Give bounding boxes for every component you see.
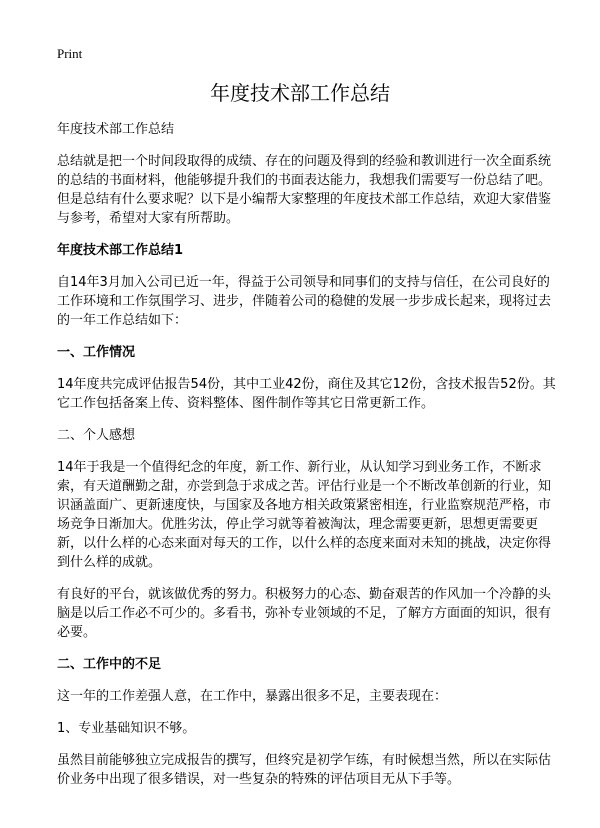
print-link[interactable]: Print xyxy=(57,46,83,61)
paragraph-shortcomings-intro: 这一年的工作差强人意，在工作中，暴露出很多不足，主要表现在： xyxy=(57,689,448,704)
paragraph-join-company: 自14年3月加入公司已近一年，得益于公司领导和同事们的支持与信任，在公司良好的工作环境和工作氛围学习、进步，伴随着公司的稳健的发展一步步成长起来，现将过去的一年工作总结如下： xyxy=(57,275,552,328)
paragraph-platform: 有良好的平台，就该做优秀的努力。积极努力的心态、勤奋艰苦的作风加一个冷静的头脑是以后工作必不可少的。多看书，弥补专业领域的不足，了解方方面面的知识，很有必要。 xyxy=(57,587,552,640)
list-item-knowledge: 1、专业基础知识不够。 xyxy=(57,721,196,736)
paragraph-knowledge-detail: 虽然目前能够独立完成报告的撰写，但终究是初学乍练，有时候想当然，所以在实际估价业务中出现了很多错误，对一些复杂的特殊的评估项目无从下手等。 xyxy=(57,753,552,787)
heading-personal-thoughts: 二、个人感想 xyxy=(57,428,136,443)
article-subtitle: 年度技术部工作总结 xyxy=(57,122,175,137)
page-title: 年度技术部工作总结 xyxy=(210,81,390,105)
heading-shortcomings: 二、工作中的不足 xyxy=(57,657,162,672)
section-heading-1: 年度技术部工作总结1 xyxy=(57,243,184,258)
paragraph-work-status: 14年度共完成评估报告54份，其中工业42份，商住及其它12份，含技术报告52份。其它工作包括备案上传、资料整体、图件制作等其它日常更新工作。 xyxy=(57,377,556,411)
article-body xyxy=(57,120,557,802)
intro-paragraph: 总结就是把一个时间段取得的成绩、存在的问题及得到的经验和教训进行一次全面系统的总结的书面材料，他能够提升我们的书面表达能力，我想我们需要写一份总结了吧。但是总结有什么要求呢？以下是小编帮大家整理的年度技术部工作总结，欢迎大家借鉴与参考，希望对大家有所帮助。 xyxy=(57,154,552,226)
heading-work-status: 一、工作情况 xyxy=(57,345,136,360)
paragraph-personal-thoughts: 14年于我是一个值得纪念的年度，新工作、新行业，从认知学习到业务工作，不断求索，有天道酬勤之甜，亦尝到急于求成之苦。评估行业是一个不断改革创新的行业，知识涵盖面广、更新速度快，与国家及各地方相关政策紧密相连，行业监察规范严格，市场竞争日渐加大。优胜劣汰，停止学习就等着被淘汰，理念需要更新，思想更需要更新，以什么样的心态来面对每天的工作，以什么样的态度来面对未知的挑战，决定你得到什么样的成就。 xyxy=(57,460,552,570)
